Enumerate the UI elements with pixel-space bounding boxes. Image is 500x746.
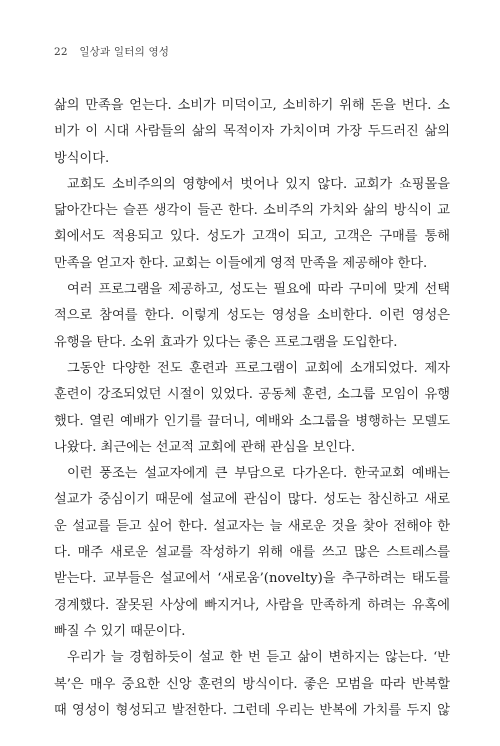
page-number: 22 [54, 46, 68, 58]
text-line: 닮아간다는 슬픈 생각이 들곤 한다. 소비주의 가치와 삶의 방식이 교 [54, 203, 450, 219]
running-head [54, 44, 169, 59]
text-line: 만족을 얻고자 한다. 교회는 이들에게 영적 만족을 제공해야 한다. [54, 255, 428, 271]
text-line: 빠질 수 있기 때문이다. [54, 623, 186, 639]
text-line: 유행을 탄다. 소위 효과가 있다는 좋은 프로그램을 도입한다. [54, 334, 398, 350]
text-line: 다. 매주 새로운 설교를 작성하기 위해 애를 쓰고 많은 스트레스를 [54, 545, 450, 561]
text-line: 운 설교를 듣고 싶어 한다. 설교자는 늘 새로운 것을 찾아 전해야 한 [54, 518, 450, 534]
text-line: 그동안 다양한 전도 훈련과 프로그램이 교회에 소개되었다. 제자 [67, 360, 450, 376]
text-line: 경계했다. 잘못된 사상에 빠지거나, 사람을 만족하게 하려는 유혹에 [54, 597, 450, 613]
text-line: 교회도 소비주의의 영향에서 벗어나 있지 않다. 교회가 쇼핑몰을 [67, 176, 450, 192]
text-line: 회에서도 적용되고 있다. 성도가 고객이 되고, 고객은 구매를 통해 [54, 229, 450, 245]
body-text [54, 93, 450, 724]
text-line: 받는다. 교부들은 설교에서 ‘새로움’(novelty)을 추구하려는 태도를 [54, 571, 450, 587]
text-line: 훈련이 강조되었던 시절이 있었다. 공동체 훈련, 소그룹 모임이 유행 [54, 387, 450, 403]
text-line: 여러 프로그램을 제공하고, 성도는 필요에 따라 구미에 맞게 선택 [67, 282, 450, 298]
text-line: 이런 풍조는 설교자에게 큰 부담으로 다가온다. 한국교회 예배는 [67, 466, 450, 482]
text-line: 방식이다. [54, 150, 110, 166]
text-line: 복’은 매우 중요한 신앙 훈련의 방식이다. 좋은 모범을 따라 반복할 [54, 676, 450, 692]
text-line: 때 영성이 형성되고 발전한다. 그런데 우리는 반복에 가치를 두지 않 [54, 702, 450, 718]
text-line: 우리가 늘 경험하듯이 설교 한 번 듣고 삶이 변하지는 않는다. ‘반 [67, 650, 450, 666]
text-line: 했다. 열린 예배가 인기를 끌더니, 예배와 소그룹을 병행하는 모델도 [54, 413, 450, 429]
text-line: 설교가 중심이기 때문에 설교에 관심이 많다. 성도는 참신하고 새로 [54, 492, 450, 508]
text-line: 적으로 참여를 한다. 이렇게 성도는 영성을 소비한다. 이런 영성은 [54, 308, 450, 324]
text-line: 나왔다. 최근에는 선교적 교회에 관해 관심을 보인다. [54, 439, 356, 455]
text-line: 삶의 만족을 얻는다. 소비가 미덕이고, 소비하기 위해 돈을 번다. 소 [54, 98, 450, 113]
text-line: 비가 이 시대 사람들의 삶의 목적이자 가치이며 가장 두드러진 삶의 [54, 124, 450, 140]
running-head-title: 일상과 일터의 영성 [79, 46, 170, 58]
